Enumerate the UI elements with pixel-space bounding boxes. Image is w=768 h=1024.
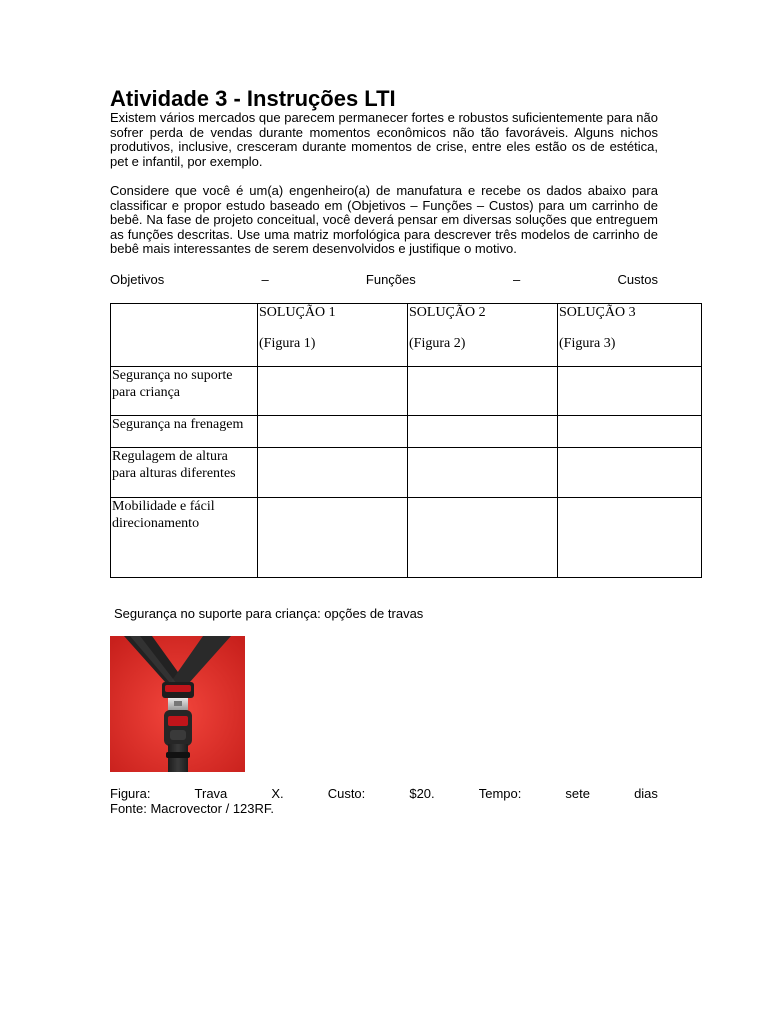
matrix-corner-cell bbox=[111, 304, 258, 367]
objectives-functions-costs-line bbox=[110, 272, 658, 288]
task-paragraph: Considere que você é um(a) engenheiro(a) de manufatura e recebe os dados abaixo para classificar e propor estudo baseado em (Objetivos – Funções – Custos) para um carrinho de bebê. Na fase de projeto conceitual, você deverá pensar em diversas soluções que entreguem as funções descritas. Use uma matriz morfológica para descrever três modelos de carrinho de bebê mais interessantes de serem desenvolvidos e justifique o motivo. bbox=[110, 183, 658, 257]
function-label-line: Mobilidade e fácil bbox=[112, 499, 215, 514]
matrix-cell bbox=[258, 498, 408, 578]
matrix-cell bbox=[258, 367, 408, 416]
cost-label: Custo: bbox=[327, 786, 366, 801]
matrix-cell bbox=[258, 448, 408, 498]
figure-label: Figura: bbox=[110, 786, 151, 801]
solution-1-figure: (Figura 1) bbox=[259, 336, 316, 351]
time-label: Tempo: bbox=[478, 786, 522, 801]
matrix-cell bbox=[408, 416, 558, 448]
seatbelt-buckle-image bbox=[110, 636, 245, 772]
ofc-dash-1: – bbox=[261, 272, 269, 287]
figure-name: Trava bbox=[194, 786, 228, 801]
ofc-objetivos: Objetivos bbox=[110, 272, 165, 287]
figure-name-suffix: X. bbox=[271, 786, 284, 801]
ofc-custos: Custos bbox=[617, 272, 658, 287]
solution-1-header bbox=[258, 304, 408, 367]
morphological-matrix bbox=[110, 303, 702, 578]
ofc-dash-2: – bbox=[513, 272, 521, 287]
function-cell-height-adjustment bbox=[111, 448, 258, 498]
figure-caption: Segurança no suporte para criança: opções de travas bbox=[114, 606, 424, 621]
solution-2-label: SOLUÇÃO 2 bbox=[409, 305, 486, 320]
function-cell-braking-safety bbox=[111, 416, 258, 448]
table-row bbox=[111, 367, 702, 416]
cost-value: $20. bbox=[409, 786, 435, 801]
function-label-line: Regulagem de altura bbox=[112, 449, 228, 464]
time-unit: dias bbox=[634, 786, 658, 801]
function-label-line: para criança bbox=[112, 385, 180, 400]
matrix-cell bbox=[408, 498, 558, 578]
table-row bbox=[111, 498, 702, 578]
function-label-line: direcionamento bbox=[112, 516, 200, 531]
solution-2-figure: (Figura 2) bbox=[409, 336, 466, 351]
matrix-cell bbox=[558, 498, 702, 578]
solution-3-figure: (Figura 3) bbox=[559, 336, 616, 351]
page-title: Atividade 3 - Instruções LTI bbox=[110, 86, 396, 111]
matrix-cell bbox=[558, 448, 702, 498]
function-label-line: Segurança na frenagem bbox=[112, 417, 244, 432]
figure-source: Fonte: Macrovector / 123RF. bbox=[110, 801, 275, 816]
solution-3-header bbox=[558, 304, 702, 367]
solution-3-label: SOLUÇÃO 3 bbox=[559, 305, 636, 320]
intro-paragraph: Existem vários mercados que parecem permanecer fortes e robustos suficientemente para não sofrer perda de vendas durante momentos econômicos não tão favoráveis. Alguns nichos produtivos, inclusive, cresceram durante momentos de crise, entre eles estão os de estética, pet e infantil, por exemplo. bbox=[110, 110, 658, 169]
matrix-cell bbox=[258, 416, 408, 448]
matrix-header-row bbox=[111, 304, 702, 367]
function-cell-support-safety bbox=[111, 367, 258, 416]
function-label-line: Segurança no suporte bbox=[112, 368, 233, 383]
time-value: sete bbox=[565, 786, 590, 801]
table-row bbox=[111, 448, 702, 498]
matrix-cell bbox=[558, 367, 702, 416]
figure-info-line bbox=[110, 786, 658, 801]
matrix-cell bbox=[558, 416, 702, 448]
ofc-funcoes: Funções bbox=[365, 272, 416, 287]
matrix-cell bbox=[408, 367, 558, 416]
function-label-line: para alturas diferentes bbox=[112, 466, 236, 481]
solution-2-header bbox=[408, 304, 558, 367]
solution-1-label: SOLUÇÃO 1 bbox=[259, 305, 336, 320]
matrix-cell bbox=[408, 448, 558, 498]
function-cell-mobility bbox=[111, 498, 258, 578]
table-row bbox=[111, 416, 702, 448]
